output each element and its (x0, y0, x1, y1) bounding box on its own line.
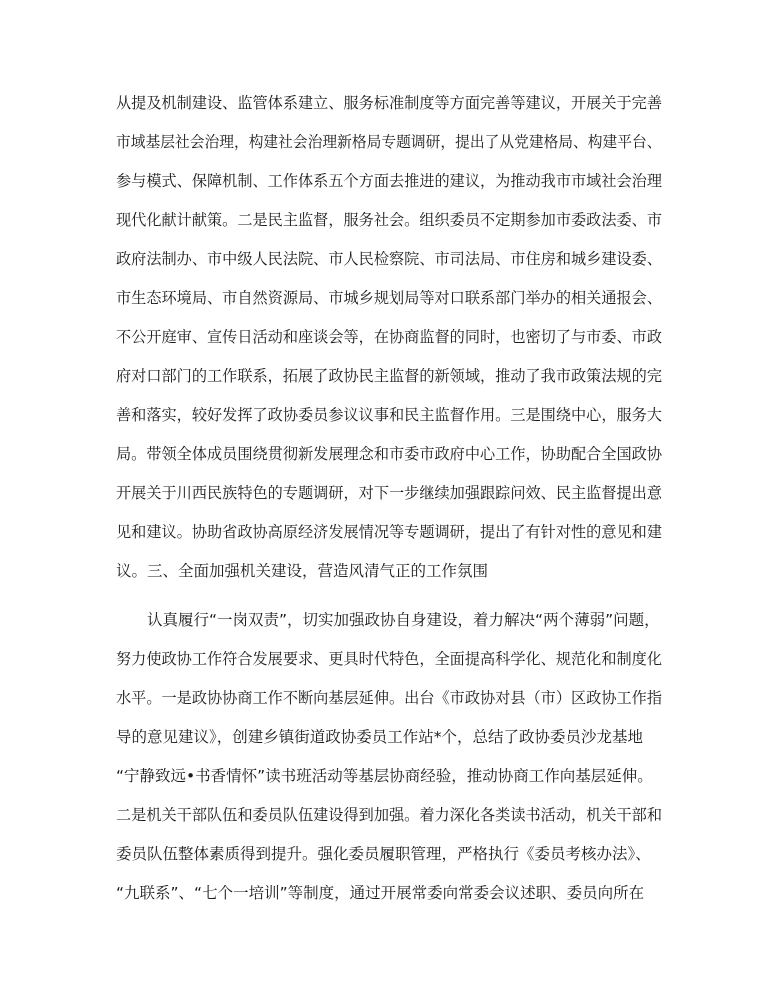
text-line: “九联系”、“七个一培训”等制度，通过开展常委向常委会议述职、委员向所在 (116, 884, 645, 902)
text-line: 市生态环境局、市自然资源局、市城乡规划局等对口联系部门举办的相关通报会、 (116, 289, 663, 307)
text-line: 认真履行“一岗双责”，切实加强政协自身建设，着力解决“两个薄弱”问题， (116, 611, 660, 629)
text-line: 从提及机制建设、监管体系建立、服务标准制度等方面完善等建议，开展关于完善 (116, 94, 663, 112)
text-line: 不公开庭审、宣传日活动和座谈会等，在协商监督的同时，也密切了与市委、市政 (116, 328, 663, 346)
text-line: 见和建议。协助省政协高原经济发展情况等专题调研，提出了有针对性的意见和建 (116, 523, 663, 541)
text-line: 局。带领全体成员围绕贯彻新发展理念和市委市政府中心工作，协助配合全国政协 (116, 445, 663, 463)
text-line: 努力使政协工作符合发展要求、更具时代特色，全面提高科学化、规范化和制度化 (116, 650, 663, 668)
text-line: 参与模式、保障机制、工作体系五个方面去推进的建议，为推动我市市域社会治理 (116, 172, 663, 190)
text-line: 府对口部门的工作联系，拓展了政协民主监督的新领域，推动了我市政策法规的完 (116, 367, 663, 385)
text-line: 开展关于川西民族特色的专题调研，对下一步继续加强跟踪问效、民主监督提出意 (116, 484, 663, 502)
text-line: 导的意见建议》，创建乡镇街道政协委员工作站*个，总结了政协委员沙龙基地 (116, 728, 644, 746)
text-line: “宁静致远•书香情怀”读书班活动等基层协商经验，推动协商工作向基层延伸。 (116, 767, 653, 785)
text-line: 现代化献计献策。二是民主监督，服务社会。组织委员不定期参加市委政法委、市 (116, 211, 663, 229)
text-line: 二是机关干部队伍和委员队伍建设得到加强。着力深化各类读书活动，机关干部和 (116, 806, 663, 824)
text-line: 政府法制办、市中级人民法院、市人民检察院、市司法局、市住房和城乡建设委、 (116, 250, 663, 268)
text-line: 委员队伍整体素质得到提升。强化委员履职管理，严格执行《委员考核办法》、 (116, 845, 651, 863)
text-line: 市域基层社会治理，构建社会治理新格局专题调研，提出了从党建格局、构建平台、 (116, 133, 662, 151)
text-line: 善和落实，较好发挥了政协委员参议议事和民主监督作用。三是围绕中心，服务大 (116, 406, 663, 424)
section-heading-line: 议。三、全面加强机关建设，营造风清气正的工作氛围 (116, 562, 489, 580)
text-line: 水平。一是政协协商工作不断向基层延伸。出台《市政协对县（市）区政协工作指 (116, 689, 663, 707)
